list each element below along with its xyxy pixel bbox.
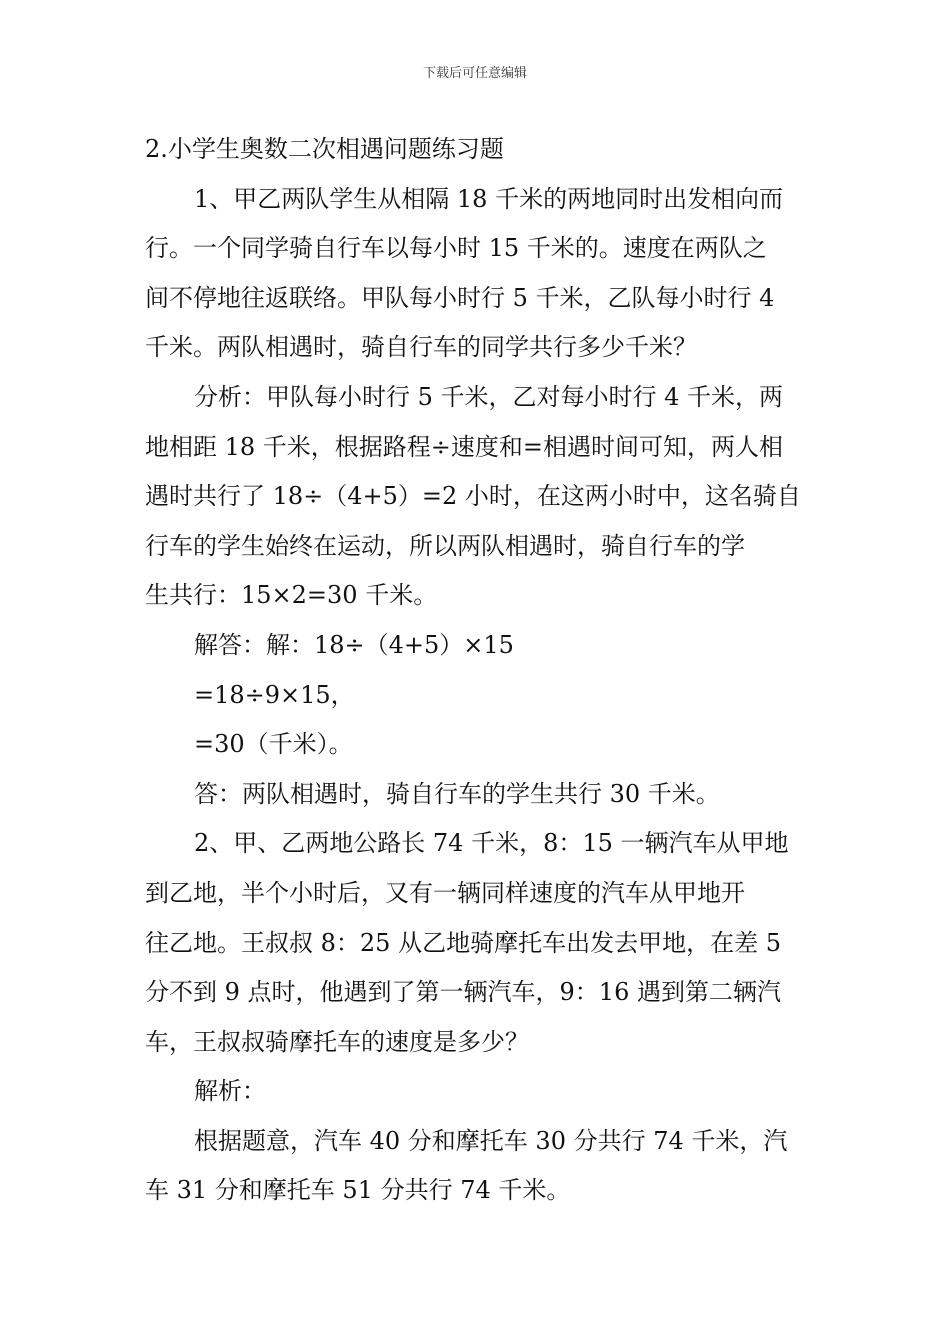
- text-line: 分不到 9 点时，他遇到了第一辆汽车，9：16 遇到第二辆汽: [145, 978, 781, 1007]
- text-line: 车 31 分和摩托车 51 分共行 74 千米。: [145, 1176, 571, 1205]
- text-line: 往乙地。王叔叔 8：25 从乙地骑摩托车出发去甲地，在差 5: [145, 928, 781, 957]
- text-line: 到乙地，半个小时后，又有一辆同样速度的汽车从甲地开: [145, 878, 745, 907]
- text-line: 答：两队相遇时，骑自行车的学生共行 30 千米。: [194, 779, 720, 808]
- text-line: 行。一个同学骑自行车以每小时 15 千米的。速度在两队之: [145, 234, 767, 263]
- text-line: 间不停地往返联络。甲队每小时行 5 千米，乙队每小时行 4: [145, 283, 775, 312]
- text-line: 解析：: [194, 1077, 266, 1106]
- text-line: =18÷9×15，: [194, 680, 355, 709]
- page-header: 下载后可任意编辑: [422, 66, 527, 81]
- text-line: 生共行：15×2=30 千米。: [145, 581, 438, 610]
- text-line: 车，王叔叔骑摩托车的速度是多少？: [145, 1027, 529, 1056]
- text-line: 解答：解：18÷（4+5）×15: [194, 630, 514, 659]
- text-line: =30（千米）。: [194, 730, 353, 759]
- text-line: 根据题意，汽车 40 分和摩托车 30 分共行 74 千米，汽: [194, 1126, 788, 1155]
- text-line: 2、甲、乙两地公路长 74 千米，8：15 一辆汽车从甲地: [194, 829, 789, 858]
- text-line: 遇时共行了 18÷（4+5）=2 小时，在这两小时中，这名骑自: [145, 482, 801, 511]
- document-title: 2.小学生奥数二次相遇问题练习题: [145, 135, 504, 163]
- text-line: 1、甲乙两队学生从相隔 18 千米的两地同时出发相向而: [194, 184, 784, 213]
- text-line: 行车的学生始终在运动，所以两队相遇时，骑自行车的学: [145, 531, 745, 560]
- text-line: 千米。两队相遇时，骑自行车的同学共行多少千米？: [145, 333, 697, 362]
- document-body: [145, 125, 810, 1216]
- text-line: 地相距 18 千米，根据路程÷速度和=相遇时间可知，两人相: [145, 432, 784, 461]
- text-line: 分析：甲队每小时行 5 千米，乙对每小时行 4 千米，两: [194, 382, 784, 411]
